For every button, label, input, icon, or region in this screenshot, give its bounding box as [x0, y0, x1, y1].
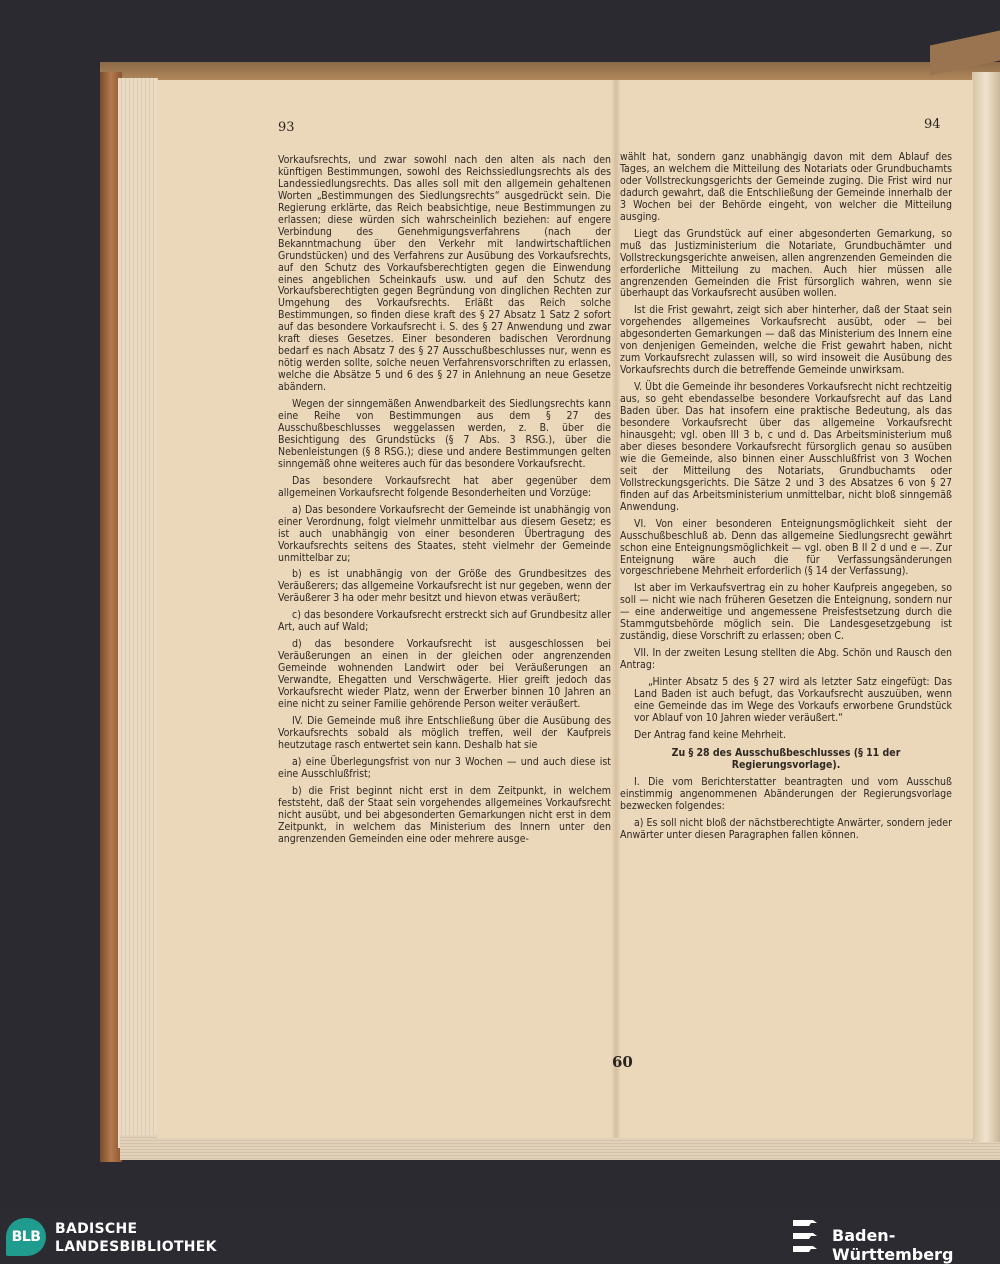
- state-name[interactable]: Baden-Württemberg: [832, 1226, 954, 1264]
- paragraph: VI. Von einer besonderen Enteignungsmöglichkeit sieht der Ausschußbeschluß ab. Denn das allgemeine Siedlungsrecht gewährt schon eine Enteignungsmöglichkeit — vgl. oben B II 2 d und e —. Zur Enteignung wäre auch die für Verfassungsänderungen vorgeschriebene Mehrheit erforderlich (§ 14 der Verfassung).: [620, 517, 952, 578]
- paragraph: b) die Frist beginnt nicht erst in dem Zeitpunkt, in welchem feststeht, daß der Staat sein vorgehendes allgemeines Vorkaufsrecht nicht ausübt, und bei abgesonderten Gemarkungen nicht erst in dem Zeitpunkt, in welchem das Ministerium des Innern unter den angrenzenden Gemeinden eine oder mehrere ausge-: [278, 784, 611, 845]
- book-cover-top: [100, 62, 1000, 82]
- paragraph: I. Die vom Berichterstatter beantragten und vom Ausschuß einstimmig angenommenen Abänderungen der Regierungsvorlage bezwecken folgendes:: [620, 775, 952, 812]
- left-text-column: [278, 155, 611, 850]
- page-stack-left: [118, 78, 158, 1148]
- paragraph: a) Das besondere Vorkaufsrecht der Gemeinde ist unabhängig von einer Verordnung, folgt vielmehr unmittelbar aus diesem Gesetz; es ist auch unabhängig von einer besonderen Übertragung des Vorkaufsrechts seitens des Staates, steht vielmehr der Gemeinde unmittelbar zu;: [278, 503, 611, 564]
- library-name[interactable]: [55, 1220, 217, 1256]
- right-text-column: [620, 152, 952, 847]
- paragraph: wählt hat, sondern ganz unabhängig davon mit dem Ablauf des Tages, an welchem die Mitteilung des Notariats oder Grundbuchamts oder Vollstreckungsgerichts der Gemeinde zuging. Die Frist wird nur dadurch gewahrt, daß die Entschließung der Gemeinde innerhalb der 3 Wochen bei der Behörde eingeht, von welcher die Mitteilung ausging.: [620, 151, 952, 223]
- page-stack-bottom: [120, 1135, 1000, 1160]
- paragraph: a) eine Überlegungsfrist von nur 3 Wochen — und auch diese ist eine Ausschlußfrist;: [278, 755, 611, 780]
- library-name-line2: LANDESBIBLIOTHEK: [55, 1239, 217, 1255]
- paragraph: Vorkaufsrechts, und zwar sowohl nach den alten als nach den künftigen Bestimmungen, sowohl des Reichssiedlungsrechts als des Landessiedlungsrechts. Das alles soll mit den allgemein gehaltenen Worten „Bestimmungen des Siedlungsrechts“ ausgedrückt sein. Die Regierung erklärte, das Reich beabsichtige, neue Bestimmungen zu erlassen; diese würden sich wahrscheinlich beziehen: auf engere Verbindung des Genehmigungsverfahrens (nach der Bekanntmachung über den Verkehr mit landwirtschaftlichen Grundstücken) und des Verfahrens zur Ausübung des Vorkaufsrechts, auf den Schutz des Vorkaufsberechtigten gegen die Einwendung eines angeblichen Scheinkaufs usw. und auf den Schutz des Vorkaufsberechtigten gegen Begründung von dinglichen Rechten zur Umgehung des Vorkaufsrechts. Erläßt das Reich solche Bestimmungen, so finden diese kraft des § 27 Absatz 1 Satz 2 sofort auf das besondere Vorkaufsrecht i. S. des § 27 Anwendung und zwar kraft dieses Gesetzes. Einer besonderen badischen Verordnung bedarf es nach Absatz 7 des § 27 Ausschußbeschlusses nur, wenn es nötig werden sollte, solche neuen Verfahrensvorschriften zu erlassen, welche die Absätze 5 und 6 des § 27 in Anlehnung an neue Gesetze abändern.: [278, 154, 611, 394]
- paragraph: c) das besondere Vorkaufsrecht erstreckt sich auf Grundbesitz aller Art, auch auf Wald;: [278, 609, 611, 634]
- right-page-number: 94: [924, 117, 941, 132]
- quoted-motion: „Hinter Absatz 5 des § 27 wird als letzter Satz eingefügt: Das Land Baden ist auch befugt, das Vorkaufsrecht auszuüben, wenn eine Gemeinde das im Wege des Vorkaufs erworbene Grundstück vor Ablauf von 10 Jahren wieder veräußert.“: [634, 676, 952, 724]
- paragraph: Ist die Frist gewahrt, zeigt sich aber hinterher, daß der Staat sein vorgehendes allgemeines Vorkaufsrecht ausübt, oder — bei abgesonderten Gemarkungen — daß das Ministerium des Innern eine von denjenigen Gemeinden, welche die Frist gewahrt haben, nicht zum Vorkaufsrecht zulassen will, so wird insoweit die Ausübung des Vorkaufsrechts durch die betreffende Gemeinde unwirksam.: [620, 304, 952, 377]
- left-page-number: 93: [278, 120, 295, 135]
- paragraph: Liegt das Grundstück auf einer abgesonderten Gemarkung, so muß das Justizministerium die Notariate, Grundbuchämter und Vollstreckungsgerichte anweisen, allen angrenzenden Gemeinden die erforderliche Mitteilung zu machen. Auch hier müssen alle angrenzenden Gemeinden die Frist fürsorglich wahren, wenn sie überhaupt das Vorkaufsrecht ausüben wollen.: [620, 227, 952, 300]
- library-name-line1: BADISCHE: [55, 1221, 138, 1237]
- blb-logo-icon[interactable]: BLB: [6, 1218, 46, 1256]
- paragraph: V. Übt die Gemeinde ihr besonderes Vorkaufsrecht nicht rechtzeitig aus, so geht ebendasselbe besondere Vorkaufsrecht auf das Land Baden über. Das hat insofern eine praktische Bedeutung, als das besondere Vorkaufsrecht über das allgemeine Vorkaufsrecht hinausgeht; vgl. oben III 3 b, c und d. Das Arbeitsministerium muß aber dieses besondere Vorkaufsrecht fürsorglich genau so ausüben wie die Gemeinde, also binnen einer Ausschlußfrist von 3 Wochen seit der Mitteilung des Notariats, Grundbuchamts oder Vollstreckungsgerichts. Die Sätze 2 und 3 des Absatzes 6 von § 27 finden auf das Arbeitsministerium unmittelbar, nicht bloß sinngemäß Anwendung.: [620, 381, 952, 513]
- paragraph: Wegen der sinngemäßen Anwendbarkeit des Siedlungsrechts kann eine Reihe von Bestimmungen aus dem § 27 des Ausschußbeschlusses weggelassen werden, z. B. über die Besichtigung des Grundstücks (§ 7 Abs. 3 RSG.), über die Nebenleistungen (§ 8 RSG.); diese und andere Bestimmungen gelten sinngemäß ohne weiteres auch für das besondere Vorkaufsrecht.: [278, 398, 611, 470]
- section-heading: Zu § 28 des Ausschußbeschlusses (§ 11 der Regierungsvorlage).: [671, 746, 901, 771]
- page-stack-right: [972, 72, 1000, 1142]
- paragraph: Ist aber im Verkaufsvertrag ein zu hoher Kaufpreis angegeben, so soll — nicht wie nach früheren Gesetzen die Enteignung, sondern nur — eine anderweitige und angemessene Preisfestsetzung durch die Stammgutsbehörde möglich sein. Die Landesgesetzgebung ist zuständig, diese Vorschrift zu erlassen; oben C.: [620, 582, 952, 643]
- baden-wuerttemberg-lions-icon[interactable]: [790, 1216, 824, 1258]
- paragraph: VII. In der zweiten Lesung stellten die Abg. Schön und Rausch den Antrag:: [620, 647, 952, 672]
- paragraph: a) Es soll nicht bloß der nächstberechtigte Anwärter, sondern jeder Anwärter unter diesen Paragraphen fallen können.: [620, 816, 952, 841]
- paragraph: IV. Die Gemeinde muß ihre Entschließung über die Ausübung des Vorkaufsrechts sobald als möglich treffen, weil der Kaufpreis heutzutage rasch entwertet sein kann. Deshalb hat sie: [278, 714, 611, 751]
- paragraph: d) das besondere Vorkaufsrecht ist ausgeschlossen bei Veräußerungen an einen in der gleichen oder angrenzenden Gemeinde wohnenden Landwirt oder bei Veräußerungen an Verwandte, Ehegatten und Verschwägerte. Hier greift jedoch das Vorkaufsrecht wieder Platz, wenn der Erwerber binnen 10 Jahren an eine nicht zu seiner Familie gehörende Person weiter veräußert.: [278, 638, 611, 710]
- paragraph: b) es ist unabhängig von der Größe des Grundbesitzes des Veräußerers; das allgemeine Vorkaufsrecht ist nur gegeben, wenn der Veräußerer 3 ha oder mehr besitzt und hievon etwas veräußert;: [278, 568, 611, 605]
- bottom-page-number: 60: [612, 1053, 633, 1071]
- paragraph: Der Antrag fand keine Mehrheit.: [634, 728, 786, 741]
- paragraph: Das besondere Vorkaufsrecht hat aber gegenüber dem allgemeinen Vorkaufsrecht folgende Besonderheiten und Vorzüge:: [278, 474, 611, 499]
